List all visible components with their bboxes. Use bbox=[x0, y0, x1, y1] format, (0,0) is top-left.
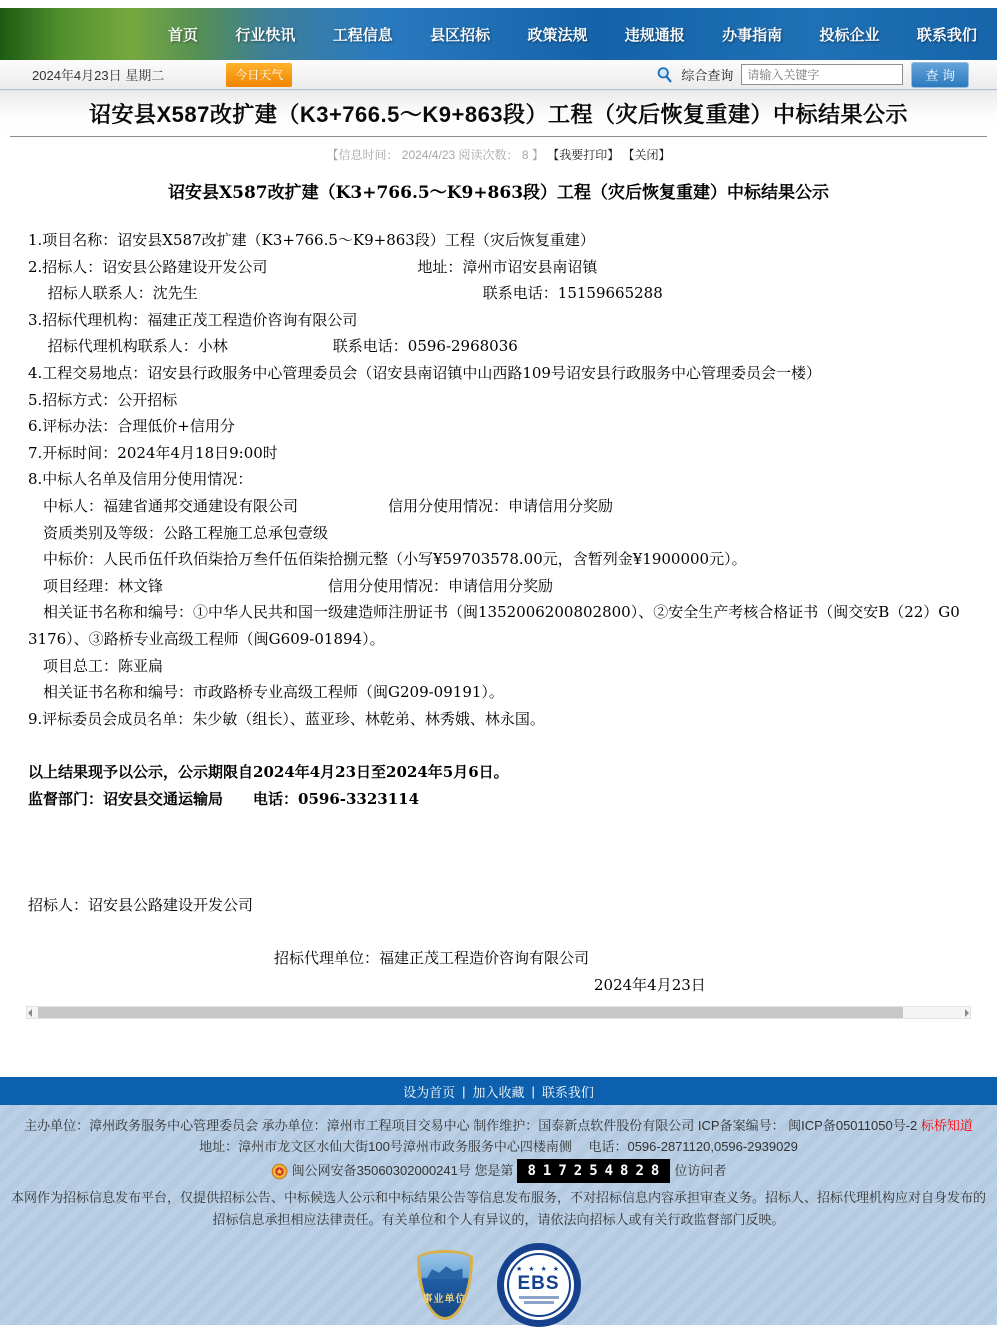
publicity-notice: 以上结果现予以公示，公示期限自2024年4月23日至2024年5月6日。 bbox=[28, 763, 509, 782]
signature-date: 2024年4月23日 bbox=[594, 975, 706, 994]
doc-line: 中标人：福建省通邦交通建设有限公司 信用分使用情况：申请信用分奖励 bbox=[28, 496, 614, 515]
search-button[interactable]: 查 询 bbox=[911, 62, 969, 88]
scroll-left-arrow[interactable] bbox=[28, 1009, 32, 1017]
scroll-right-arrow[interactable] bbox=[965, 1009, 969, 1017]
footer-separator: | bbox=[462, 1083, 466, 1099]
signature-agent: 招标代理单位：福建正茂工程造价咨询有限公司 bbox=[274, 949, 590, 968]
doc-line: 项目经理：林文锋 信用分使用情况：申请信用分奖励 bbox=[28, 576, 554, 595]
footer-organizer-text: 主办单位：漳州政务服务中心管理委员会 承办单位：漳州市工程项目交易中心 制作维护：国泰新点软件股份有限公司 ICP备案编号： 闽ICP备05011050号-2 bbox=[24, 1118, 918, 1133]
scrollbar-thumb[interactable] bbox=[38, 1007, 903, 1018]
doc-line: 9.评标委员会成员名单：朱少敏（组长）、蓝亚珍、林乾弟、林秀娥、林永国。 bbox=[28, 709, 545, 728]
footer-link-add-favorite[interactable]: 加入收藏 bbox=[472, 1084, 525, 1100]
footer-link-contact[interactable]: 联系我们 bbox=[541, 1084, 594, 1100]
document-body bbox=[10, 227, 987, 998]
public-security-badge-icon bbox=[271, 1163, 288, 1180]
footer-address-line: 地址：漳州市龙文区水仙大街100号漳州市政务服务中心四楼南侧 电话：0596-2871120,0596-2939029 bbox=[199, 1139, 798, 1154]
doc-line: 8.中标人名单及信用分使用情况： bbox=[28, 470, 253, 489]
footer-beian-line bbox=[0, 1159, 997, 1183]
public-institution-badge-label: 事业单位 bbox=[422, 1294, 467, 1305]
great-wall-icon bbox=[427, 1265, 463, 1279]
current-date: 2024年4月23日 星期二 bbox=[32, 68, 165, 83]
nav-item-home[interactable]: 首页 bbox=[168, 26, 199, 44]
nav-item-policies[interactable]: 政策法规 bbox=[527, 26, 588, 44]
footer-red-link[interactable]: 标桥知道 bbox=[920, 1118, 973, 1133]
nav-item-violation-reports[interactable]: 违规通报 bbox=[624, 26, 685, 44]
doc-line: 1.项目名称：诏安县X587改扩建（K3+766.5～K9+863段）工程（灾后恢复重建） bbox=[28, 231, 595, 249]
doc-line: 资质类别及等级：公路工程施工总承包壹级 bbox=[28, 523, 329, 542]
certification-badges bbox=[0, 1243, 997, 1327]
public-institution-badge[interactable] bbox=[417, 1250, 473, 1320]
ebs-badge-inner bbox=[507, 1253, 571, 1317]
doc-line: 3.招标代理机构：福建正茂工程造价咨询有限公司 bbox=[28, 310, 358, 329]
document-title: 诏安县X587改扩建（K3+766.5～K9+863段）工程（灾后恢复重建）中标结果公示 bbox=[167, 183, 830, 203]
doc-line: 4.工程交易地点：诏安县行政服务中心管理委员会（诏安县南诏镇中山西路109号诏安县行政服务中心管理委员会一楼） bbox=[28, 363, 821, 382]
nav-item-bidding-enterprises[interactable]: 投标企业 bbox=[819, 26, 880, 44]
close-button[interactable]: 【关闭】 bbox=[622, 148, 671, 162]
footer-disclaimer: 本网作为招标信息发布平台，仅提供招标公告、中标候选人公示和中标结果公告等信息发布服务，不对招标信息内容承担审查义务。招标人、招标代理机构应对自身发布的招标信息承担相应法律责任。有关单位和个人有异议的，请依法向招标人或有关行政监督部门反映。 bbox=[10, 1190, 986, 1227]
search-icon bbox=[656, 66, 673, 83]
doc-line: 5.招标方式：公开招标 bbox=[28, 390, 178, 409]
date-search-bar bbox=[0, 60, 997, 90]
footer bbox=[0, 1105, 997, 1325]
print-button[interactable]: 【我要打印】 bbox=[547, 148, 620, 162]
doc-line: 中标价：人民币伍仟玖佰柒拾万叁仟伍佰柒拾捌元整（小写¥59703578.00元，含暂列金¥1900000元）。 bbox=[28, 550, 747, 569]
doc-line: 相关证书名称和编号：市政路桥专业高级工程师（闽G209-09191）。 bbox=[28, 683, 504, 702]
footer-links-bar bbox=[0, 1077, 997, 1105]
doc-line: 2.招标人：诏安县公路建设开发公司 地址：漳州市诏安县南诏镇 bbox=[28, 257, 598, 276]
ebs-small-text-bar bbox=[519, 1296, 559, 1299]
doc-line: 项目总工：陈亚扁 bbox=[28, 656, 164, 675]
ebs-small-text-bar bbox=[524, 1301, 554, 1304]
article-meta-row bbox=[10, 137, 987, 163]
doc-line: 相关证书名称和编号：①中华人民共和国一级建造师注册证书（闽1352006200802800）、②安全生产考核合格证书（闽交安B（22）G03176）、③路桥专业高级工程师（闽G609-01894）。 bbox=[28, 603, 960, 648]
nav-item-project-info[interactable]: 工程信息 bbox=[332, 26, 393, 44]
nav-item-county-bidding[interactable]: 县区招标 bbox=[430, 26, 491, 44]
supervisor-line: 监督部门：诏安县交通运输局 电话：0596-3323114 bbox=[28, 789, 420, 808]
main-nav bbox=[168, 24, 977, 45]
nav-item-service-guide[interactable]: 办事指南 bbox=[722, 26, 783, 44]
nav-item-industry-news[interactable]: 行业快讯 bbox=[235, 26, 296, 44]
visitor-counter: 817254828 bbox=[517, 1159, 670, 1183]
main-content bbox=[10, 136, 987, 1044]
ebs-certification-badge[interactable] bbox=[497, 1243, 581, 1327]
footer-separator: | bbox=[531, 1083, 535, 1099]
nav-item-contact-us[interactable]: 联系我们 bbox=[916, 26, 977, 44]
page-title: 诏安县X587改扩建（K3+766.5～K9+863段）工程（灾后恢复重建）中标结果公示 bbox=[88, 102, 909, 127]
visitor-counter-suffix: 位访问者 bbox=[674, 1163, 727, 1178]
doc-line: 6.评标办法：合理低价+信用分 bbox=[28, 417, 235, 436]
footer-link-set-home[interactable]: 设为首页 bbox=[403, 1084, 456, 1100]
weather-button[interactable]: 今日天气 bbox=[226, 63, 292, 87]
top-white-strip bbox=[0, 0, 997, 8]
signature-tenderer: 招标人：诏安县公路建设开发公司 bbox=[28, 896, 254, 915]
site-banner bbox=[0, 8, 997, 60]
horizontal-scrollbar[interactable] bbox=[26, 1006, 971, 1019]
doc-line: 7.开标时间：2024年4月18日9:00时 bbox=[28, 443, 278, 462]
search-input[interactable] bbox=[741, 64, 903, 85]
search-label: 综合查询 bbox=[681, 68, 734, 83]
search-area bbox=[656, 62, 969, 88]
ebs-stars-icon: ★ ★ ★ ★ bbox=[516, 1266, 561, 1273]
beian-number: 闽公网安备35060302000241号 您是第 bbox=[291, 1163, 514, 1178]
article-info-time: 【信息时间： 2024/4/23 阅读次数： 8 】 bbox=[326, 148, 544, 162]
ebs-badge-label: EBS bbox=[517, 1273, 560, 1294]
doc-line: 招标人联系人：沈先生 联系电话：15159665288 bbox=[28, 284, 663, 303]
doc-line: 招标代理机构联系人：小林 联系电话：0596-2968036 bbox=[28, 337, 518, 356]
page-title-bar bbox=[0, 90, 997, 136]
footer-organizer-line bbox=[0, 1115, 997, 1136]
